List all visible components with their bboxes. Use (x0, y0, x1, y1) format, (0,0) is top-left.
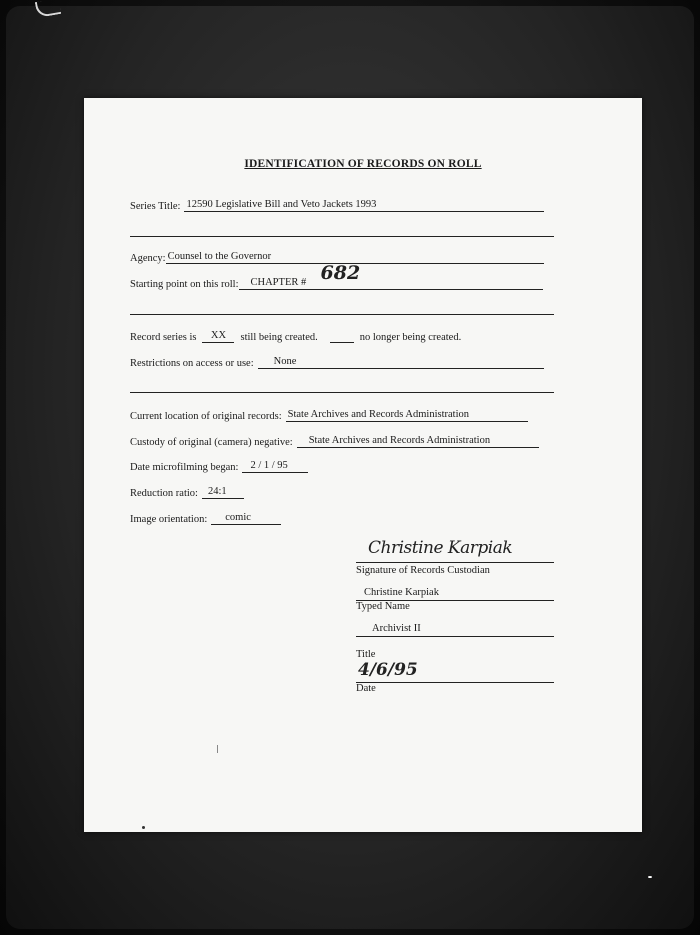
film-scratch (217, 745, 218, 753)
series-title-label: Series Title: (130, 201, 181, 212)
custody-row (130, 434, 539, 448)
image-orientation-value: comic (211, 511, 281, 525)
signature-block (356, 538, 554, 694)
custodian-signature: Christine Karpiak (368, 538, 513, 558)
signature-caption: Signature of Records Custodian (356, 565, 490, 576)
reduction-ratio-label: Reduction ratio: (130, 488, 198, 499)
title-caption: Title (356, 649, 376, 660)
chapter-number-handwritten: 682 (320, 262, 361, 284)
typed-name-value: Christine Karpiak (356, 586, 554, 601)
restrictions-row (130, 355, 544, 369)
image-orientation-label: Image orientation: (130, 514, 208, 525)
series-title-row (130, 198, 544, 212)
form-title: IDENTIFICATION OF RECORDS ON ROLL (244, 158, 482, 170)
record-series-label: Record series is (130, 332, 197, 343)
typed-name-caption: Typed Name (356, 601, 410, 612)
signature-line (356, 538, 554, 563)
date-line (356, 660, 554, 683)
series-title-continuation-line (130, 236, 554, 237)
current-location-value: State Archives and Records Administration (286, 408, 528, 422)
record-series-still-text: still being created. (240, 332, 318, 343)
starting-point-value: CHAPTER # (250, 277, 307, 288)
image-orientation-row (130, 511, 281, 525)
restrictions-value: None (258, 355, 544, 369)
record-series-still-mark: XX (202, 329, 234, 343)
current-location-label: Current location of original records: (130, 411, 282, 422)
record-series-no-longer-mark (330, 329, 354, 343)
custody-label: Custody of original (camera) negative: (130, 437, 293, 448)
custody-value: State Archives and Records Administration (297, 434, 539, 448)
current-location-row (130, 408, 528, 422)
records-form-page (84, 98, 642, 832)
date-microfilming-label: Date microfilming began: (130, 462, 239, 473)
record-series-no-longer-text: no longer being created. (359, 332, 462, 343)
record-series-row (130, 329, 461, 343)
reduction-ratio-value: 24:1 (202, 485, 244, 499)
starting-point-row (130, 262, 543, 290)
date-microfilming-row (130, 459, 308, 473)
corner-registration-mark (35, 0, 61, 18)
restrictions-continuation-line (130, 392, 554, 393)
starting-point-label: Starting point on this roll: (130, 279, 239, 290)
title-value: Archivist II (356, 622, 554, 637)
date-handwritten: 4/6/95 (358, 660, 418, 680)
agency-label: Agency: (130, 253, 166, 264)
restrictions-label: Restrictions on access or use: (130, 358, 254, 369)
film-speck (648, 876, 652, 878)
starting-point-continuation-line (130, 314, 554, 315)
film-speck (142, 826, 145, 829)
starting-point-field (239, 262, 543, 290)
series-title-value: 12590 Legislative Bill and Veto Jackets 1993 (184, 198, 544, 212)
date-caption: Date (356, 683, 376, 694)
reduction-ratio-row (130, 485, 244, 499)
date-microfilming-value: 2 / 1 / 95 (242, 459, 308, 473)
agency-value: Counsel to the Governor (166, 250, 544, 264)
